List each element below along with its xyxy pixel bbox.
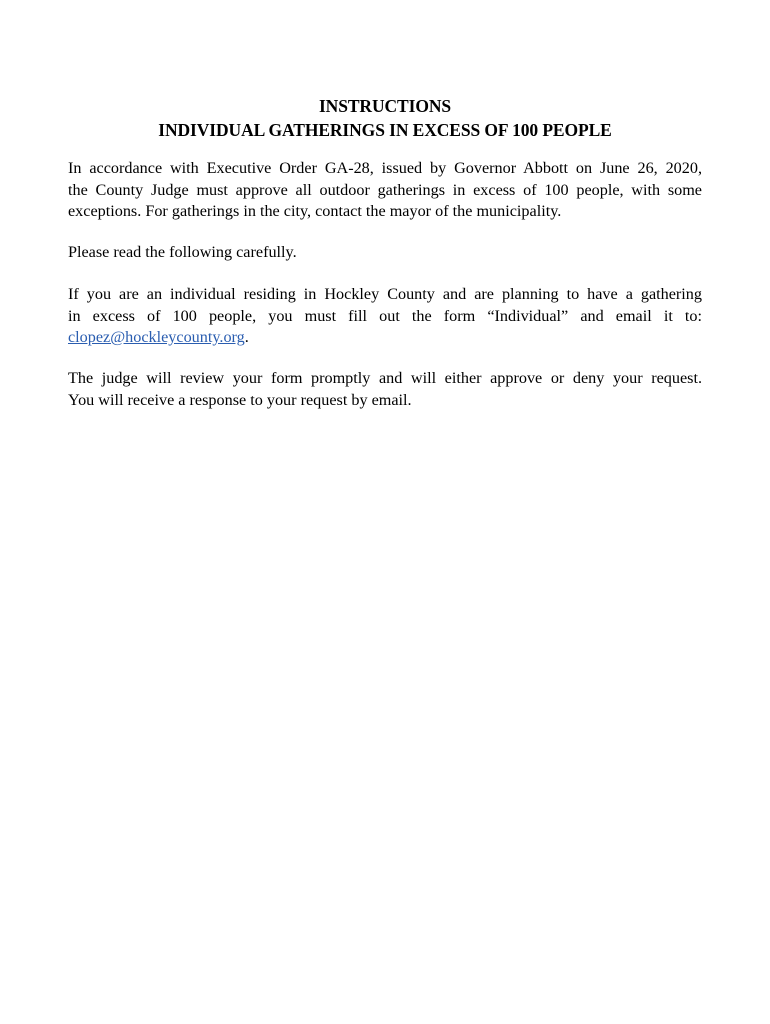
paragraph-line: In accordance with Executive Order GA-28, issued by Governor Abbott on June 26, 2020, xyxy=(68,159,702,177)
title-instructions: INSTRUCTIONS xyxy=(318,96,452,116)
paragraph-read-carefully xyxy=(68,242,702,264)
paragraph-line: You will receive a response to your request by email. xyxy=(68,390,412,409)
paragraph-line: in excess of 100 people, you must fill out the form “Individual” and email it to: xyxy=(68,306,702,325)
paragraph-line: If you are an individual residing in Hockley County and are planning to have a gathering xyxy=(68,285,702,303)
paragraph-individual-form xyxy=(68,284,702,349)
paragraph-line: The judge will review your form promptly and will either approve or deny your request. xyxy=(68,369,702,387)
email-link[interactable]: clopez@hockleycounty.org xyxy=(68,328,245,346)
email-line xyxy=(68,327,702,349)
paragraph-executive-order xyxy=(68,158,702,223)
paragraph-line: Please read the following carefully. xyxy=(68,243,297,261)
paragraph-line: the County Judge must approve all outdoor gatherings in excess of 100 people, with some xyxy=(68,180,702,199)
email-suffix: . xyxy=(244,328,249,346)
title-individual-gatherings: INDIVIDUAL GATHERINGS IN EXCESS OF 100 PEOPLE xyxy=(158,120,612,140)
paragraph-judge-review xyxy=(68,368,702,411)
paragraph-line: exceptions. For gatherings in the city, contact the mayor of the municipality. xyxy=(68,202,562,220)
